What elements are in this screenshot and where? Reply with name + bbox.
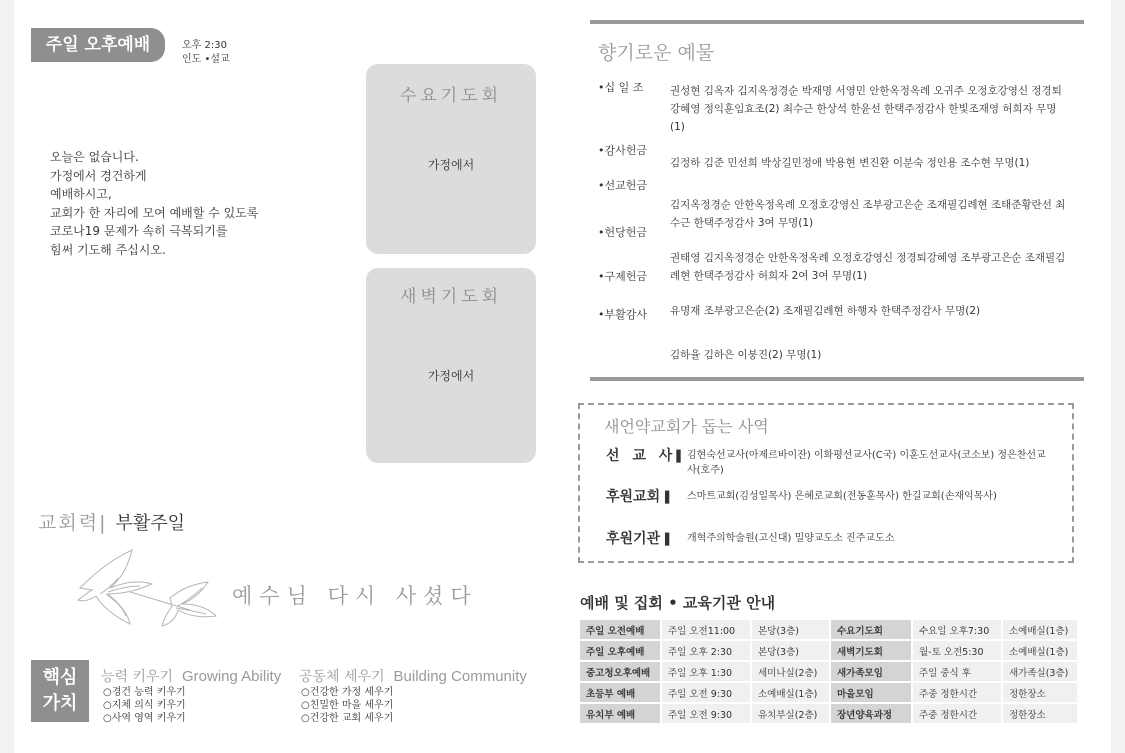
schedule-event: 주일 오전예배 bbox=[580, 620, 660, 639]
wednesday-title: 수요기도회 bbox=[399, 86, 503, 106]
schedule-event: 수요기도회 bbox=[831, 620, 911, 639]
schedule-cell: 주일 오후 1:30 bbox=[662, 662, 750, 681]
mission-label bbox=[606, 486, 673, 506]
sunday-pm-badge: 주일 오후예배 bbox=[31, 28, 165, 62]
message-line: 교회가 한 자리에 모여 예배할 수 있도록 bbox=[50, 205, 259, 220]
mission-label bbox=[606, 445, 685, 465]
schedule-event: 마을모임 bbox=[831, 683, 911, 702]
schedule-event: 초등부 예배 bbox=[580, 683, 660, 702]
offering-names: 김지옥정경순 안한옥정옥례 오정호강영신 조부광고은순 조재필김례현 조태준황란선 최수근 한택주정감사 3여 무명(1) bbox=[670, 199, 1066, 229]
schedule-row bbox=[580, 683, 1077, 702]
schedule-table bbox=[578, 618, 1079, 725]
mission-label-bar: ▌ bbox=[664, 491, 674, 504]
schedule-cell: 주중 정한시간 bbox=[913, 683, 1001, 702]
sunday-pm-leader: 인도 •설교 bbox=[182, 54, 230, 65]
missions-title: 새언약교회가 돕는 사역 bbox=[604, 417, 769, 436]
sunday-pm-time: 오후 2:30 bbox=[182, 40, 227, 51]
schedule-cell: 소예배실(1층) bbox=[1003, 620, 1077, 639]
mission-label-text: 후원기관 bbox=[606, 531, 661, 547]
schedule-cell: 주일 오후 2:30 bbox=[662, 641, 750, 660]
core-value-item: ○건강한 교회 세우기 bbox=[301, 713, 394, 724]
dawn-title: 새벽기도회 bbox=[399, 287, 503, 307]
schedule-row bbox=[580, 641, 1077, 660]
offering-names: 유명재 조부광고은순(2) 조재필김례현 하행자 한택주정감사 무명(2) bbox=[670, 305, 981, 317]
core-title-ko: 공동체 세우기 bbox=[299, 669, 385, 685]
offering-category: •부활감사 bbox=[598, 308, 647, 321]
schedule-cell: 세미나실(2층) bbox=[752, 662, 829, 681]
church-calendar bbox=[38, 508, 185, 535]
message-line: 힘써 기도해 주십시오. bbox=[50, 242, 166, 257]
schedule-event: 장년양육과정 bbox=[831, 704, 911, 723]
offerings-bottom-divider bbox=[590, 377, 1084, 381]
schedule-cell: 본당(3층) bbox=[752, 620, 829, 639]
core-title-en: Building Community bbox=[393, 668, 527, 685]
core-value-column bbox=[101, 666, 281, 725]
schedule-cell: 정한장소 bbox=[1003, 704, 1077, 723]
church-calendar-label: 교회력 bbox=[38, 512, 100, 534]
schedule-event: 유치부 예배 bbox=[580, 704, 660, 723]
offering-names: 김정하 김준 민선희 박상길민정애 박용현 변진환 이분숙 정인용 조수현 무명(1) bbox=[670, 157, 1030, 169]
mission-label-bar: ▌ bbox=[676, 450, 685, 463]
schedule-cell: 유치부실(2층) bbox=[752, 704, 829, 723]
schedule-row bbox=[580, 662, 1077, 681]
schedule-cell: 주일 오전 9:30 bbox=[662, 683, 750, 702]
schedule-event: 새벽기도회 bbox=[831, 641, 911, 660]
mission-text: 김현숙선교사(아제르바이잔) 이화평선교사(C국) 이훈도선교사(코소보) 정은찬선교사(호주) bbox=[687, 450, 1046, 476]
core-badge-line1: 핵심 bbox=[42, 667, 78, 688]
core-value-item: ○사역 영역 키우기 bbox=[103, 713, 186, 724]
wednesday-value: 가정에서 bbox=[427, 158, 475, 172]
mission-label bbox=[606, 528, 673, 548]
sunday-pm-meta bbox=[182, 39, 230, 67]
schedule-cell: 주일 오전11:00 bbox=[662, 620, 750, 639]
offering-category: •감사헌금 bbox=[598, 144, 647, 157]
offering-category: •십 일 조 bbox=[598, 81, 644, 94]
schedule-cell: 주중 정한시간 bbox=[913, 704, 1001, 723]
core-value-item: ○경건 능력 키우기 bbox=[103, 687, 186, 698]
offering-category: •선교헌금 bbox=[598, 179, 647, 192]
schedule-cell: 본당(3층) bbox=[752, 641, 829, 660]
schedule-event: 새가족모임 bbox=[831, 662, 911, 681]
schedule-cell: 새가족실(3층) bbox=[1003, 662, 1077, 681]
wednesday-prayer-box bbox=[366, 64, 536, 254]
schedule-cell: 월-토 오전5:30 bbox=[913, 641, 1001, 660]
offerings-top-divider bbox=[590, 20, 1084, 24]
core-value-item: ○건강한 가정 세우기 bbox=[301, 687, 394, 698]
schedule-cell: 정한장소 bbox=[1003, 683, 1077, 702]
schedule-cell: 수요일 오후7:30 bbox=[913, 620, 1001, 639]
easter-text: 예수님 다시 사셨다 bbox=[232, 584, 478, 608]
message-line: 코로나19 문제가 속히 극복되기를 bbox=[50, 224, 228, 238]
sunday-pm-message bbox=[50, 148, 258, 259]
schedule-cell: 소예배실(1층) bbox=[752, 683, 829, 702]
mission-label-text: 후원교회 bbox=[606, 489, 661, 505]
schedule-cell: 소예배실(1층) bbox=[1003, 641, 1077, 660]
offering-names: 김하율 김하은 이붕진(2) 무명(1) bbox=[670, 349, 822, 361]
core-value-column bbox=[299, 666, 527, 725]
mission-label-text: 선 교 사 bbox=[606, 448, 677, 464]
core-title-ko: 능력 키우기 bbox=[101, 669, 174, 685]
offering-names: 권태영 김지옥정경순 안한옥정옥례 오정호강영신 정경퇴강혜영 조부광고은순 조재필김례현 한택주정감사 허희자 2여 3여 무명(1) bbox=[670, 252, 1066, 282]
offering-names: 권성현 김옥자 김지옥정경순 박재명 서영민 안한옥정옥례 오귀주 오정호강영신 정경퇴강혜영 정익훈임효조(2) 최수근 한상석 한윤선 한택주정감사 한빛조재영 허희자 무명(1) bbox=[670, 85, 1062, 133]
mission-text: 개혁주의학술원(고신대) 밀양교도소 진주교도소 bbox=[687, 533, 895, 544]
lily-illustration bbox=[70, 548, 220, 628]
church-calendar-separator: | bbox=[99, 512, 108, 534]
core-value-title bbox=[299, 666, 527, 686]
core-values-badge bbox=[31, 660, 89, 722]
schedule-row bbox=[580, 620, 1077, 639]
offering-category: •헌당헌금 bbox=[598, 226, 647, 239]
mission-label-bar: ▌ bbox=[664, 533, 674, 546]
core-title-en: Growing Ability bbox=[181, 668, 282, 685]
church-calendar-value: 부활주일 bbox=[115, 513, 186, 534]
message-line: 예배하시고, bbox=[50, 187, 112, 201]
core-value-item: ○친밀한 마을 세우기 bbox=[301, 700, 394, 711]
message-line: 가정에서 경건하게 bbox=[50, 168, 147, 183]
core-badge-line2: 가치 bbox=[42, 693, 78, 714]
core-value-title bbox=[101, 666, 281, 686]
offerings-title: 향기로운 예물 bbox=[598, 42, 715, 64]
core-value-item: ○지체 의식 키우기 bbox=[103, 700, 186, 711]
schedule-title: 예배 및 집회 • 교육기관 안내 bbox=[580, 594, 776, 612]
dawn-value: 가정에서 bbox=[427, 369, 475, 383]
schedule-row bbox=[580, 704, 1077, 723]
schedule-event: 중고청오후예배 bbox=[580, 662, 660, 681]
schedule-event: 주일 오후예배 bbox=[580, 641, 660, 660]
dawn-prayer-box bbox=[366, 268, 536, 463]
mission-text: 스마트교회(김성일목사) 은혜로교회(전동훈목사) 한길교회(손재익목사) bbox=[687, 491, 997, 502]
schedule-cell: 주일 중식 후 bbox=[913, 662, 1001, 681]
message-line: 오늘은 없습니다. bbox=[50, 150, 139, 164]
offering-category: •구제헌금 bbox=[598, 270, 647, 283]
schedule-cell: 주일 오전 9:30 bbox=[662, 704, 750, 723]
